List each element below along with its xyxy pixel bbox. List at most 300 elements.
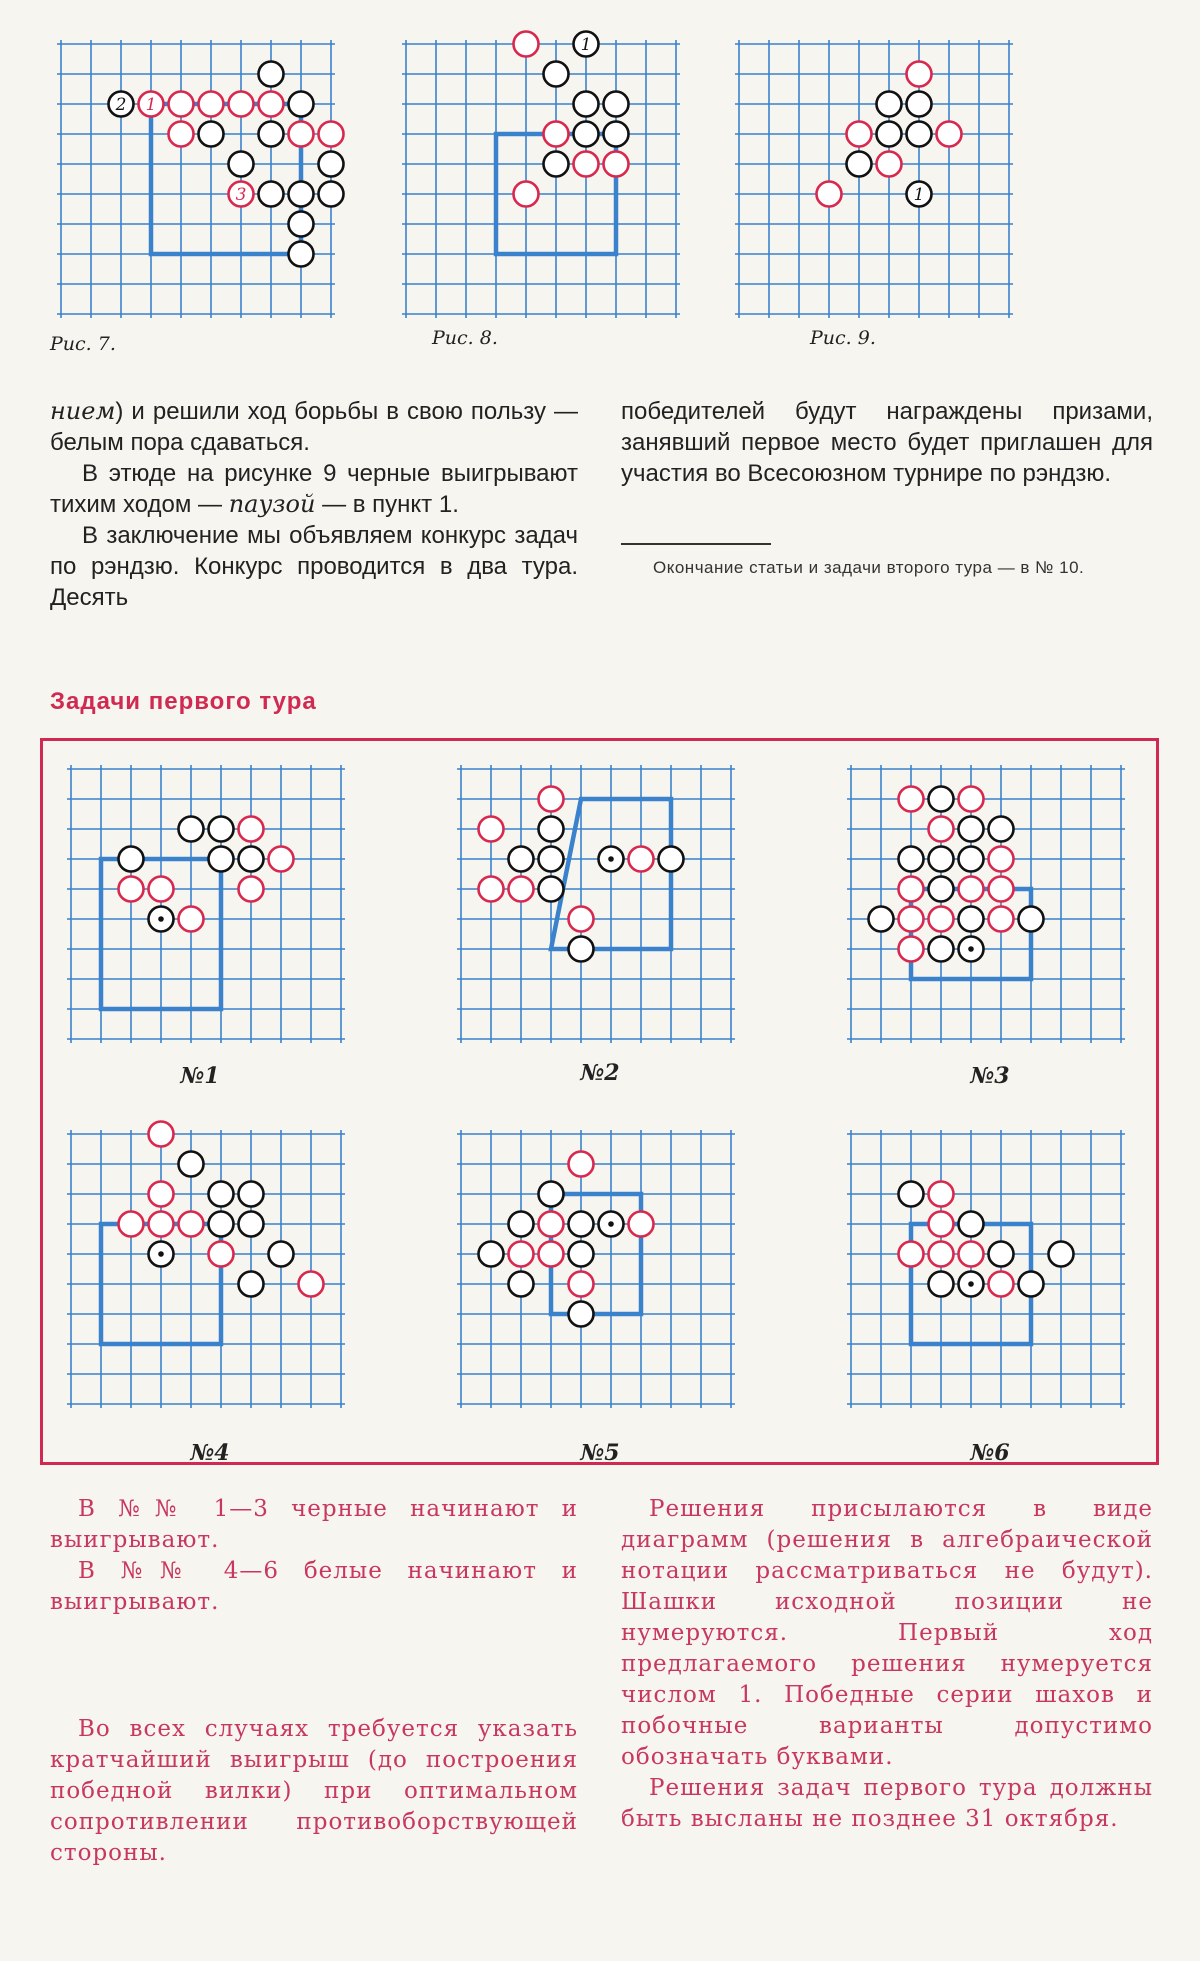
stone-red [179, 1212, 204, 1237]
problem-2-svg [845, 763, 1127, 1045]
stone-circle [259, 182, 284, 207]
problem-3-label: №3 [970, 1063, 1010, 1089]
footnote-divider [621, 543, 771, 545]
problem-1-label: №1 [180, 1063, 220, 1089]
stone-circle [569, 907, 594, 932]
stone-black [1019, 1272, 1044, 1297]
stone-center-dot [158, 1251, 164, 1257]
stone-black [907, 122, 932, 147]
stone-circle [259, 62, 284, 87]
stone-red [239, 817, 264, 842]
stone-circle [149, 877, 174, 902]
stone-black [149, 1242, 174, 1267]
stone-black [149, 907, 174, 932]
stone-red [569, 1272, 594, 1297]
stone-circle [509, 877, 534, 902]
stone-red [514, 182, 539, 207]
stone-circle [877, 92, 902, 117]
stone-black [209, 1182, 234, 1207]
stone-black [869, 907, 894, 932]
stone-center-dot [968, 1281, 974, 1287]
stone-black [899, 847, 924, 872]
stone-circle [1019, 1272, 1044, 1297]
stone-center-dot [608, 1221, 614, 1227]
stone-black [544, 152, 569, 177]
move-number: 3 [235, 185, 247, 205]
stone-red [289, 122, 314, 147]
stone-red [899, 907, 924, 932]
stone-red [539, 1212, 564, 1237]
stone-circle [269, 1242, 294, 1267]
stone-red [929, 907, 954, 932]
stone-black [574, 122, 599, 147]
figure-0-grid [57, 40, 335, 318]
stone-circle [959, 847, 984, 872]
stone-black [959, 1212, 984, 1237]
stone-circle [959, 1242, 984, 1267]
stone-red [899, 937, 924, 962]
stone-circle [569, 937, 594, 962]
stone-circle [929, 817, 954, 842]
stone-circle [509, 1212, 534, 1237]
stone-circle [209, 1242, 234, 1267]
stone-red [479, 877, 504, 902]
stone-black [959, 937, 984, 962]
move-number: 1 [580, 35, 592, 55]
stone-black [929, 937, 954, 962]
stone-black [929, 787, 954, 812]
stone-red [907, 62, 932, 87]
stone-black [289, 242, 314, 267]
problem-6-board [845, 1128, 1127, 1410]
stone-red [149, 1212, 174, 1237]
stone-circle [847, 152, 872, 177]
problem-0-grid [67, 765, 345, 1043]
move-number: 1 [145, 95, 157, 115]
stone-black [604, 122, 629, 147]
stone-circle [544, 152, 569, 177]
stone-black [509, 847, 534, 872]
stone-black [539, 847, 564, 872]
stone-red [929, 1182, 954, 1207]
stone-circle [179, 1212, 204, 1237]
stone-circle [119, 1212, 144, 1237]
stone-circle [289, 122, 314, 147]
problem-4-board [65, 1128, 347, 1410]
rules-paragraph-3: Во всех случаях требуется указать кратчайший выигрыш (до построения победной вилки) при оптимальном сопротивлении противоборствующей стороны. [50, 1716, 578, 1866]
stone-black [319, 182, 344, 207]
stone-black [569, 1242, 594, 1267]
figure-2-grid [735, 40, 1013, 318]
stone-circle [604, 152, 629, 177]
stone-circle [574, 152, 599, 177]
stone-circle [239, 1212, 264, 1237]
stone-black [239, 1212, 264, 1237]
stone-circle [509, 1242, 534, 1267]
stone-circle [929, 907, 954, 932]
rules-paragraph-5: Решения задач первого тура должны быть высланы не позднее 31 октября. [621, 1775, 1153, 1832]
stone-black [259, 62, 284, 87]
stone-circle [514, 32, 539, 57]
stone-circle [179, 907, 204, 932]
stone-circle [539, 817, 564, 842]
stone-circle [239, 1182, 264, 1207]
stone-circle [1049, 1242, 1074, 1267]
figure-1-grid [402, 40, 680, 318]
stone-red [269, 847, 294, 872]
problem-3-grid [67, 1130, 345, 1408]
stone-black [509, 1272, 534, 1297]
stone-black [289, 212, 314, 237]
stone-red [569, 907, 594, 932]
problem-2-board [455, 763, 737, 1045]
stone-center-dot [968, 946, 974, 952]
stone-circle [569, 1212, 594, 1237]
stone-black [989, 817, 1014, 842]
stone-circle [569, 1302, 594, 1327]
rules-right-column [621, 1494, 1153, 1835]
stone-black [599, 1212, 624, 1237]
rules-paragraph-2: В №№ 4—6 белые начинают и выигрывают. [50, 1558, 578, 1615]
stone-circle [899, 1242, 924, 1267]
stone-black [259, 122, 284, 147]
stone-circle [989, 907, 1014, 932]
stone-circle [899, 937, 924, 962]
stone-black [569, 937, 594, 962]
stone-circle [959, 1212, 984, 1237]
stone-circle [907, 92, 932, 117]
stone-circle [899, 1182, 924, 1207]
stone-black [929, 847, 954, 872]
figure-9-caption: Рис. 9. [810, 327, 876, 349]
stone-black [179, 1152, 204, 1177]
stone-red [509, 877, 534, 902]
stone-black [199, 122, 224, 147]
stone-red [929, 1212, 954, 1237]
stone-circle [539, 847, 564, 872]
figure-1-svg [400, 35, 682, 320]
stone-red [989, 847, 1014, 872]
stone-black [289, 182, 314, 207]
stone-circle [989, 1272, 1014, 1297]
stone-black [209, 1212, 234, 1237]
stone-circle [319, 122, 344, 147]
stone-circle [514, 182, 539, 207]
stone-circle [1019, 907, 1044, 932]
article-paragraph-3: В заключение мы объявляем конкурс задач по рэндзю. Конкурс проводится в два тура. Десять [50, 522, 578, 611]
stone-red [509, 1242, 534, 1267]
stone-red [569, 1152, 594, 1177]
stone-black [907, 92, 932, 117]
stone-black-move-1 [574, 32, 599, 57]
stone-black [209, 817, 234, 842]
problem-6-label: №6 [970, 1440, 1010, 1466]
stone-circle [319, 152, 344, 177]
stone-circle [209, 1182, 234, 1207]
stone-circle [959, 787, 984, 812]
stone-red [604, 152, 629, 177]
stone-red [929, 1242, 954, 1267]
stone-circle [929, 1272, 954, 1297]
stone-black [1019, 907, 1044, 932]
stone-circle [259, 122, 284, 147]
stone-black [269, 1242, 294, 1267]
article-paragraph-2: В этюде на рисунке 9 черные выигрывают тихим ходом — паузой — в пункт 1. [50, 460, 578, 518]
stone-circle [259, 92, 284, 117]
stone-circle [569, 1242, 594, 1267]
rules-paragraph-4: Решения присылаются в виде диаграмм (решения в алгебраической нотации рассматриваться не будут). Шашки исходной позиции не нумеруются. Первый ход предлагаемого решения нумеруется числом 1. Победные серии шахов и побочные варианты допустимо обозначать буквами. [621, 1496, 1153, 1770]
stone-circle [179, 817, 204, 842]
stone-red [899, 877, 924, 902]
stone-circle [229, 92, 254, 117]
stone-red [319, 122, 344, 147]
stone-circle [209, 1212, 234, 1237]
stone-red [119, 1212, 144, 1237]
stone-red [149, 1122, 174, 1147]
stone-circle [544, 122, 569, 147]
stone-black [509, 1212, 534, 1237]
figure-8-caption: Рис. 8. [432, 327, 498, 349]
stone-red [169, 92, 194, 117]
stone-black [959, 907, 984, 932]
stone-circle [509, 1272, 534, 1297]
stone-circle [299, 1272, 324, 1297]
problem-4-label: №4 [190, 1440, 230, 1466]
problem-4-svg [455, 1128, 737, 1410]
problem-5-board [455, 1128, 737, 1410]
problem-5-label: №5 [580, 1440, 620, 1466]
stone-circle [149, 1122, 174, 1147]
stone-red [629, 1212, 654, 1237]
stone-circle [479, 1242, 504, 1267]
stone-black [479, 1242, 504, 1267]
stone-black [569, 1212, 594, 1237]
stone-circle [539, 1212, 564, 1237]
stone-circle [239, 847, 264, 872]
stone-circle [899, 847, 924, 872]
article-paragraph-1: нием) и решили ход борьбы в свою пользу — белым пора сдаваться. [50, 397, 578, 456]
section-heading: Задачи первого тура [50, 688, 317, 715]
stone-circle [574, 122, 599, 147]
stone-red [959, 1242, 984, 1267]
stone-circle [509, 847, 534, 872]
stone-circle [629, 847, 654, 872]
stone-circle [539, 877, 564, 902]
stone-circle [959, 877, 984, 902]
stone-red [629, 847, 654, 872]
stone-black [289, 92, 314, 117]
stone-circle [989, 847, 1014, 872]
stone-circle [937, 122, 962, 147]
stone-circle [479, 877, 504, 902]
stone-circle [179, 1152, 204, 1177]
stone-circle [269, 847, 294, 872]
problem-0-svg [65, 763, 347, 1045]
stone-circle [899, 787, 924, 812]
stone-circle [544, 62, 569, 87]
move-number: 2 [115, 95, 127, 115]
problem-5-svg [845, 1128, 1127, 1410]
stone-circle [319, 182, 344, 207]
stone-circle [569, 1152, 594, 1177]
stone-circle [539, 787, 564, 812]
stone-circle [929, 1182, 954, 1207]
stone-circle [929, 937, 954, 962]
stone-circle [877, 152, 902, 177]
stone-black [239, 847, 264, 872]
stone-red [574, 152, 599, 177]
stone-black [539, 877, 564, 902]
stone-red [899, 787, 924, 812]
stone-circle [629, 1212, 654, 1237]
problem-1-grid [457, 765, 735, 1043]
problem-4-grid [457, 1130, 735, 1408]
stone-circle [479, 817, 504, 842]
stone-black [259, 182, 284, 207]
stone-black [179, 817, 204, 842]
stone-circle [239, 817, 264, 842]
stone-red [929, 817, 954, 842]
stone-circle [229, 152, 254, 177]
stone-black [1049, 1242, 1074, 1267]
stone-black [239, 1182, 264, 1207]
stone-circle [989, 817, 1014, 842]
stone-circle [847, 122, 872, 147]
stone-red [544, 122, 569, 147]
stone-red [259, 92, 284, 117]
stone-circle [817, 182, 842, 207]
stone-black [539, 817, 564, 842]
stone-red [119, 877, 144, 902]
rules-paragraph-1: В №№ 1—3 черные начинают и выигрывают. [50, 1496, 578, 1553]
stone-circle [929, 877, 954, 902]
figure-8-board [400, 35, 682, 320]
stone-black-move-2 [109, 92, 134, 117]
stone-circle [169, 92, 194, 117]
figure-0-svg [55, 38, 337, 320]
problem-3-svg [65, 1128, 347, 1410]
stone-black [604, 92, 629, 117]
stone-red [179, 907, 204, 932]
stone-black [847, 152, 872, 177]
stone-circle [899, 907, 924, 932]
stone-black [599, 847, 624, 872]
article-paragraph-4: победителей будут награждены призами, занявший первое место будет приглашен для участия во Всесоюзном турнире по рэндзю. [621, 398, 1153, 487]
stone-circle [959, 907, 984, 932]
stone-circle [119, 847, 144, 872]
stone-red [229, 92, 254, 117]
stone-red [299, 1272, 324, 1297]
stone-circle [989, 877, 1014, 902]
stone-black [959, 1272, 984, 1297]
stone-circle [574, 92, 599, 117]
article-left-column [50, 396, 578, 613]
figure-7-board [55, 38, 337, 320]
problem-3-board [845, 763, 1127, 1045]
stone-black [929, 877, 954, 902]
stone-black [544, 62, 569, 87]
stone-black [877, 122, 902, 147]
stone-red [539, 787, 564, 812]
stone-circle [209, 817, 234, 842]
stone-red [514, 32, 539, 57]
problem-2-grid [847, 765, 1125, 1043]
stone-circle [149, 1182, 174, 1207]
stone-red [199, 92, 224, 117]
stone-circle [929, 1212, 954, 1237]
figure-9-board [733, 38, 1015, 320]
stone-circle [899, 877, 924, 902]
stone-center-dot [158, 916, 164, 922]
stone-red [989, 1272, 1014, 1297]
stone-red [959, 877, 984, 902]
footnote: Окончание статьи и задачи второго тура — в № 10. [653, 558, 1085, 577]
stone-center-dot [608, 856, 614, 862]
rules-left-column [50, 1494, 578, 1869]
stone-black [959, 817, 984, 842]
stone-black [239, 1272, 264, 1297]
figure-7-caption: Рис. 7. [50, 333, 116, 355]
stone-circle [289, 92, 314, 117]
stone-red [989, 877, 1014, 902]
stone-red [209, 1242, 234, 1267]
stone-black-move-1 [907, 182, 932, 207]
stone-black [229, 152, 254, 177]
stone-red [539, 1242, 564, 1267]
stone-red [959, 787, 984, 812]
problem-2-label: №2 [580, 1060, 620, 1086]
stone-black [899, 1182, 924, 1207]
stone-black [959, 847, 984, 872]
stone-red [989, 907, 1014, 932]
stone-circle [907, 122, 932, 147]
stone-red [937, 122, 962, 147]
stone-circle [239, 1272, 264, 1297]
stone-red [239, 877, 264, 902]
stone-circle [539, 1242, 564, 1267]
stone-circle [929, 787, 954, 812]
stone-red [817, 182, 842, 207]
stone-circle [959, 817, 984, 842]
stone-circle [209, 847, 234, 872]
stone-red [149, 877, 174, 902]
stone-circle [289, 212, 314, 237]
stone-black [929, 1272, 954, 1297]
problem-1-board [65, 763, 347, 1045]
stone-red [169, 122, 194, 147]
stone-circle [199, 122, 224, 147]
stone-circle [539, 1182, 564, 1207]
figure-2-svg [733, 38, 1015, 320]
stone-black [539, 1182, 564, 1207]
stone-red-move-3 [229, 182, 254, 207]
stone-red-move-1 [139, 92, 164, 117]
stone-circle [289, 242, 314, 267]
article-right-column [621, 396, 1153, 489]
stone-circle [877, 122, 902, 147]
stone-circle [569, 1272, 594, 1297]
stone-circle [289, 182, 314, 207]
stone-circle [239, 877, 264, 902]
stone-circle [149, 1212, 174, 1237]
stone-red [847, 122, 872, 147]
stone-circle [199, 92, 224, 117]
stone-black [319, 152, 344, 177]
problem-5-grid [847, 1130, 1125, 1408]
stone-circle [869, 907, 894, 932]
move-number: 1 [913, 185, 925, 205]
stone-red [149, 1182, 174, 1207]
